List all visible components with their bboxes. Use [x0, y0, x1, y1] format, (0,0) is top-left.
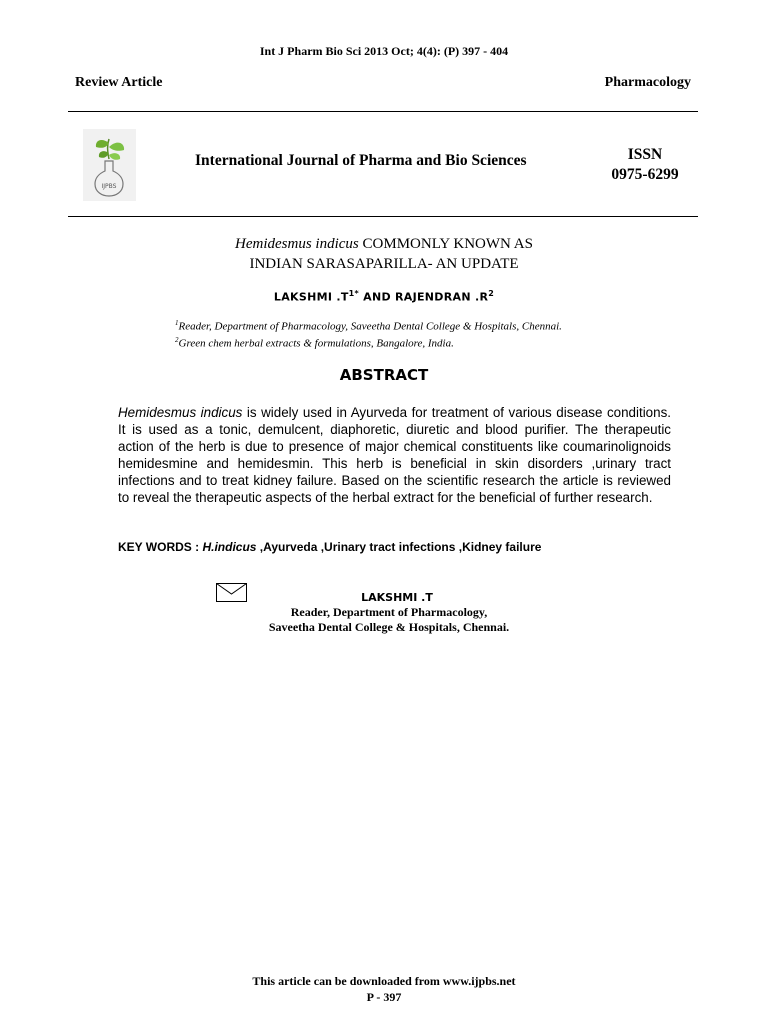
journal-logo: [83, 129, 136, 201]
masthead-divider: [68, 216, 698, 217]
article-type: Review Article: [75, 75, 163, 90]
keywords-label: KEY WORDS :: [118, 540, 203, 554]
author-1-superscript: 1*: [348, 289, 359, 298]
journal-name: International Journal of Pharma and Bio Sciences: [195, 152, 527, 169]
keywords-rest: ,Ayurveda ,Urinary tract infections ,Kidney failure: [256, 540, 542, 554]
title-line-1: [0, 234, 768, 254]
abstract-body-text: is widely used in Ayurveda for treatment of various disease conditions. It is used as a tonic, demulcent, diaphoretic, diuretic and blood purifier. The therapeutic action of the herb is due to presence of major chemical constituents like coumarinolignoids hemidesmine and hemidesmin. This herb is beneficial in skin disorders ,urinary tract infections and to treat kidney failure. Based on the scientific research the article is reviewed to reveal the therapeutic aspects of the herbal extract for the beneficial of further research.: [118, 405, 671, 505]
affiliation-1-marker: 1: [175, 319, 179, 327]
subject-area: Pharmacology: [604, 75, 691, 90]
issn-label: ISSN: [627, 146, 663, 163]
abstract-heading: ABSTRACT: [339, 366, 429, 384]
author-2: RAJENDRAN .R: [395, 290, 489, 304]
title-line-2: INDIAN SARASAPARILLA- AN UPDATE: [249, 256, 519, 272]
issn-number: 0975-6299: [611, 166, 679, 183]
author-2-superscript: 2: [488, 289, 495, 298]
author-conjunction: AND: [359, 290, 396, 304]
author-list: [0, 289, 768, 304]
corresponding-author-position: Reader, Department of Pharmacology,: [290, 605, 488, 619]
affiliations: [175, 317, 562, 350]
flask-leaf-logo-icon: [83, 129, 136, 201]
issn-block: [600, 145, 690, 185]
affiliation-2-marker: 2: [175, 335, 179, 344]
abstract-species-name: Hemidesmus indicus: [118, 405, 243, 420]
article-title: [0, 234, 768, 274]
title-species-name: Hemidesmus indicus: [235, 236, 359, 252]
page-number: P - 397: [366, 990, 402, 1004]
keywords-italic: H.indicus: [202, 540, 257, 554]
abstract-text: [118, 404, 671, 506]
affiliation-1-text: Reader, Department of Pharmacology, Saveetha Dental College & Hospitals, Chennai.: [178, 320, 562, 333]
title-line-1-rest: COMMONLY KNOWN AS: [358, 236, 533, 252]
footer-download-note: This article can be downloaded from www.ijpbs.net: [252, 974, 516, 988]
affiliation-2-text: Green chem herbal extracts & formulations, Bangalore, India.: [178, 337, 454, 350]
affiliation-2: [175, 334, 562, 351]
top-divider: [68, 111, 698, 112]
corresponding-author-institution: Saveetha Dental College & Hospitals, Chennai.: [268, 620, 510, 634]
svg-text:IJPBS: IJPBS: [101, 183, 117, 190]
journal-citation: Int J Pharm Bio Sci 2013 Oct; 4(4): (P) 397 - 404: [259, 44, 509, 58]
author-1: LAKSHMI .T: [273, 290, 349, 304]
keywords: [118, 540, 541, 554]
corresponding-author-name: LAKSHMI .T: [361, 591, 433, 604]
affiliation-1: [175, 317, 562, 334]
